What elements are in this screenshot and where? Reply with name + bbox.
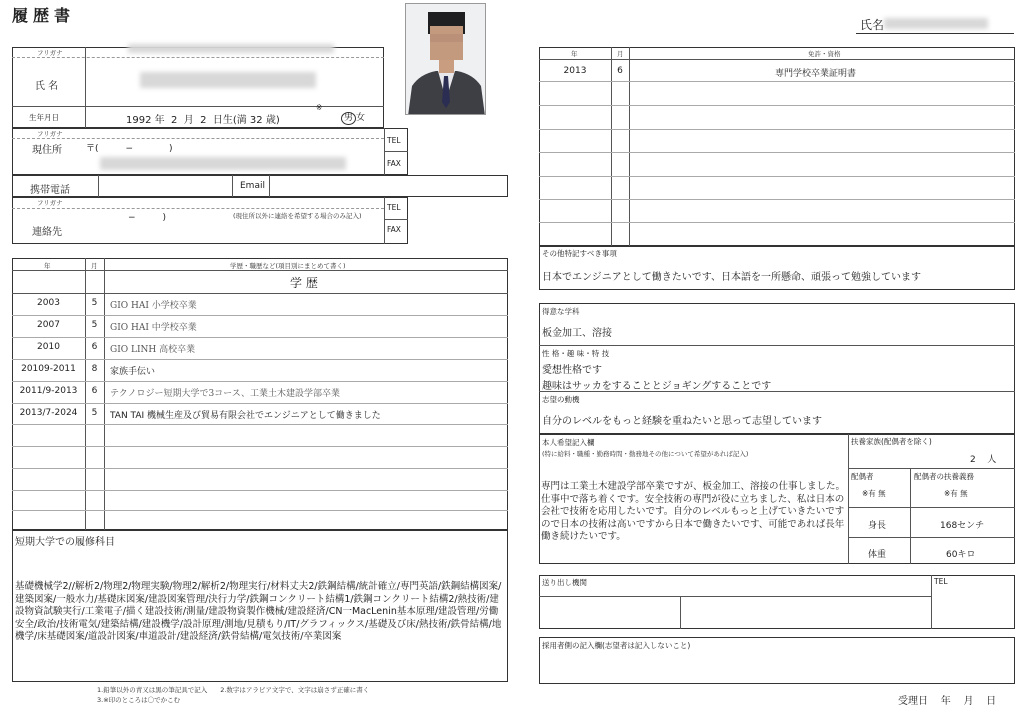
wishes-text: 専門は工業土木建設学部卒業ですが、板金加工、溶接の仕事しました。仕事中で落ち着くです。安全技術の専門が役に立ちました、私は日本の会社で技術を応用したいです。自分のレベルもっと上げていきたいですので日本の技術は高いですから日本で働きたいです、可能であれば長年働き続けたいです。: [541, 481, 846, 542]
sender-label: 送り出し機関: [542, 578, 587, 587]
name-redacted: [140, 72, 316, 88]
table-row-year: 20109-2011: [21, 364, 76, 374]
table-row-content: GIO HAI 中学校卒業: [110, 323, 197, 333]
dependents-value: 2 人: [970, 455, 997, 465]
motivation-label: 志望の動機: [542, 395, 580, 404]
character-line2: 趣味はサッカをすることとジョギングすることです: [542, 381, 772, 392]
gender: [341, 110, 365, 125]
subjects-text: 板金加工、溶接: [542, 328, 612, 339]
license-row-year: 2013: [563, 66, 587, 76]
table-row-month: 6: [91, 386, 98, 396]
license-col-content: 免許・資格: [808, 50, 841, 58]
history-col-content: 学歴・職歴など(項目別にまとめて書く): [230, 262, 346, 270]
header-name-underline: [856, 33, 1014, 34]
address-furigana-label: フリガナ: [37, 130, 63, 138]
address-label: 現住所: [32, 145, 62, 156]
birth-label: 生年月日: [29, 113, 59, 122]
contact-postal: − ): [128, 213, 167, 223]
motivation-text: 自分のレベルをもっと経験を重ねたいと思って志望しています: [542, 416, 822, 427]
table-row-content: GIO HAI 小学校卒業: [110, 301, 197, 311]
spouse-label: 配偶者: [851, 472, 874, 481]
weight-value: 60キロ: [946, 550, 976, 560]
header-name-redacted: [884, 18, 988, 29]
furigana-label: フリガナ: [37, 49, 63, 57]
contact-box: [12, 197, 408, 244]
applicant-photo: [405, 3, 486, 115]
character-line1: 愛想性格です: [542, 365, 602, 376]
table-row-content: 家族手伝い: [110, 367, 156, 377]
contact-note: (現住所以外に連絡を希望する場合のみ記入): [233, 212, 362, 220]
sender-tel-label: TEL: [934, 577, 948, 586]
address-redacted: [100, 157, 346, 170]
history-col-month: 月: [91, 262, 98, 270]
table-row-content: テクノロジー短期大学で3コース、工業土木建設学部卒業: [110, 389, 341, 399]
fax-label: FAX: [387, 159, 401, 168]
special-notes-text: 日本でエンジニアとして働きたいです、日本語を一所懸命、頑張って勉強しています: [542, 272, 921, 283]
footnote-1: 1.鉛筆以外の青又は黒の筆記具で記入 2.数字はアラビア文字で、文字は崩さず正確に書く: [97, 686, 370, 694]
table-row-month: 5: [91, 408, 98, 418]
table-row-content: GIO LINH 高校卒業: [110, 345, 196, 355]
birth-date: 1992 年 2 月 2 日生(満 32 歳): [126, 115, 280, 126]
table-row-year: 2011/9-2013: [19, 386, 78, 396]
contact-furigana-label: フリガナ: [37, 199, 63, 207]
subjects-label: 得意な学科: [542, 307, 580, 316]
table-row-month: 6: [91, 342, 98, 352]
furigana-redacted: [128, 44, 334, 53]
license-row-content: 専門学校卒業証明書: [775, 69, 857, 79]
fax-label-2: FAX: [387, 225, 401, 234]
table-row-month: 5: [91, 298, 98, 308]
gender-female: 女: [356, 113, 366, 123]
table-row-month: 8: [91, 364, 98, 374]
table-row-year: 2013/7-2024: [19, 408, 78, 418]
wishes-sublabel: (特に給料・職種・勤務時間・勤務地その他について希望があれば記入): [542, 450, 749, 458]
spouse-support-label: 配偶者の扶養義務: [914, 472, 974, 481]
tel-label: TEL: [387, 136, 401, 145]
height-value: 168センチ: [940, 521, 985, 531]
table-row-year: 2003: [37, 298, 60, 308]
table-row-content: TAN TAI 機械生産及び貿易有限会社でエンジニアとして働きました: [110, 411, 381, 421]
wishes-label: 本人希望記入欄: [542, 438, 595, 447]
license-col-year: 年: [571, 50, 578, 58]
height-label: 身長: [868, 521, 887, 531]
mobile-label: 携帯電話: [30, 185, 70, 196]
header-name-label: 氏名: [860, 18, 885, 32]
employer-label: 採用者側の記入欄(志望者は記入しないこと): [542, 641, 691, 650]
courses-text: 基礎機械学2//解析2/物理2/物理実験/物理2/解析2/物理実行/材料丈夫2/鉄鋼結構/統計確立/専門英語/鉄鋼結構図案/建築図案/一般水力/基礎床図案/建設図案管理/決行力学/鉄鋼コンクリート結構1/鉄鋼コンクリート結構2/熱技術/建設物資試験実行/工業電子/描く建設技術/測量/建設物資製作機械/建設経済/CN一MacLenin基本原理/建設管理/労働安全/政治/技術電気/建築結構/建設機学/設計原理/測地/見積もり/IT/グラフィックス/基礎及び床/熱技術/鉄骨結構/地機学/床基礎図案/道設計図案/車道設計/建設経済/鉄骨結構/電気技術/卒業図案: [15, 581, 502, 642]
table-row-year: 2010: [37, 342, 60, 352]
postal-code: 〒( − ): [86, 144, 173, 154]
footnote-2: 3.※印のところは〇でかこむ: [97, 696, 181, 704]
contact-label: 連絡先: [32, 227, 62, 238]
email-label: Email: [240, 181, 265, 191]
courses-title: 短期大学での履修科目: [15, 537, 115, 548]
tel-label-2: TEL: [387, 203, 401, 212]
license-row-month: 6: [617, 66, 623, 76]
gender-male-circled: 男: [341, 112, 356, 125]
history-section-title: 学 歴: [290, 276, 318, 290]
receipt-date: 受理日 年 月 日: [898, 696, 997, 707]
dependents-label: 扶養家族(配偶者を除く): [851, 437, 932, 446]
document-title: 履歴書: [12, 6, 76, 25]
special-notes-label: その他特記すべき事項: [542, 249, 617, 258]
note-mark: ※: [316, 103, 323, 112]
spouse-support-value: ※有 無: [944, 489, 968, 498]
name-label: 氏 名: [35, 81, 59, 92]
weight-label: 体重: [868, 550, 887, 560]
license-col-month: 月: [617, 50, 624, 58]
table-row-year: 2007: [37, 320, 60, 330]
spouse-value: ※有 無: [862, 489, 886, 498]
history-col-year: 年: [44, 262, 51, 270]
character-label: 性 格・趣 味・特 技: [542, 349, 610, 358]
table-row-month: 5: [91, 320, 98, 330]
